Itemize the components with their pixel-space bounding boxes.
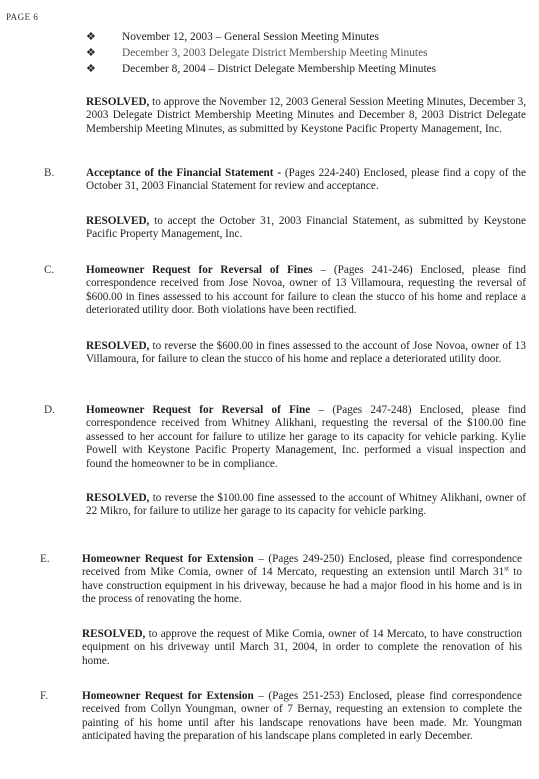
- resolved-label: RESOLVED,: [86, 492, 150, 504]
- resolution-reversal-fine: [86, 492, 526, 519]
- resolution-reversal-fines: [86, 340, 526, 367]
- page-number: PAGE 6: [6, 12, 39, 22]
- item-heading: Homeowner Request for Reversal of Fines: [86, 264, 313, 276]
- list-item: [86, 30, 526, 46]
- item-letter: B.: [44, 167, 55, 179]
- list-item-text: November 12, 2003 – General Session Meeting Minutes: [122, 31, 379, 43]
- item-letter: E.: [40, 553, 50, 565]
- item-letter: F.: [40, 690, 49, 702]
- item-heading: Homeowner Request for Reversal of Fine: [86, 404, 311, 416]
- item-body: – (Pages 249-250) Enclosed, please find correspondence received from Mike Comia, owner of 14 Mercato, requesting an extension until March 31: [82, 553, 522, 579]
- agenda-item-reversal-fines: [86, 264, 526, 318]
- minutes-list: [86, 30, 526, 78]
- agenda-item-reversal-fine: [86, 404, 526, 471]
- resolution-text: to reverse the $100.00 fine assessed to the account of Whitney Alikhani, owner of 22 Mikro, for failure to utilize her garage to its capacity for vehicle parking.: [86, 492, 526, 518]
- item-heading: Homeowner Request for Extension: [82, 553, 254, 565]
- list-item: [86, 46, 526, 62]
- item-letter: C.: [44, 264, 55, 276]
- resolution-financial-statement: [86, 215, 526, 242]
- item-letter: D.: [44, 404, 55, 416]
- resolution-text: to reverse the $600.00 in fines assessed to the account of Jose Novoa, owner of 13 Villamoura, for failure to clean the stucco of his home and replace a deteriorated utility door.: [86, 340, 526, 366]
- resolution-extension-comia: [82, 628, 522, 668]
- resolution-text: to approve the November 12, 2003 General Session Meeting Minutes, December 3, 2003 Delegate District Membership Meeting Minutes and December 8, 2003 District Delegate Membership Meeting Minutes, as submitted by Keystone Pacific Property Management, Inc.: [86, 96, 527, 135]
- item-body: (Pages 224-240) Enclosed, please find a copy of the October 31, 2003 Financial Statement for review and acceptance.: [86, 167, 526, 193]
- item-body: – (Pages 247-248) Enclosed, please find correspondence received from Whitney Alikhani, requesting the reversal of the $100.00 fine assessed to her account for failure to utilize her garage to its capacity for vehicle parking. Kylie Powell with Keystone Pacific Property Management, Inc. performed a visual inspection and found the homeowner to be in compliance.: [86, 404, 526, 470]
- agenda-item-extension-youngman: [82, 690, 522, 744]
- item-body: – (Pages 241-246) Enclosed, please find correspondence received from Jose Novoa, owner of 13 Villamoura, requesting the reversal of $600.00 in fines assessed to his account for failure to clean the stucco of his home and replace a deteriorated utility door. Both violations have been rectified.: [86, 264, 527, 317]
- resolved-label: RESOLVED,: [86, 96, 150, 108]
- list-item: [86, 62, 526, 78]
- agenda-item-extension-comia: [82, 553, 522, 607]
- resolution-text: to approve the request of Mike Comia, owner of 14 Mercato, to have construction equipment on his driveway until March 31, 2004, in order to complete the renovation of his home.: [82, 628, 522, 667]
- diamond-bullet-icon: ❖: [86, 31, 96, 43]
- resolution-minutes: [86, 96, 526, 136]
- ordinal-suffix: st: [504, 564, 509, 573]
- resolved-label: RESOLVED,: [82, 628, 146, 640]
- diamond-bullet-icon: ❖: [86, 47, 96, 59]
- resolution-text: to accept the October 31, 2003 Financial Statement, as submitted by Keystone Pacific Property Management, Inc.: [86, 215, 526, 241]
- list-item-text: December 8, 2004 – District Delegate Membership Meeting Minutes: [122, 63, 437, 75]
- agenda-item-financial-statement: [86, 167, 526, 194]
- item-body-continued: to have construction equipment in his driveway, because he had a major flood in his home and is in the process of renovating the home.: [82, 566, 523, 606]
- item-body: – (Pages 251-253) Enclosed, please find correspondence received from Collyn Youngman, owner of 7 Bernay, requesting an extension to complete the painting of his home until after his landscape renovations have been made. Mr. Youngman anticipated having the preparation of his landscape plans completed in early December.: [82, 690, 522, 743]
- diamond-bullet-icon: ❖: [86, 63, 96, 75]
- resolved-label: RESOLVED,: [86, 340, 150, 352]
- resolved-label: RESOLVED,: [86, 215, 150, 227]
- item-heading: Homeowner Request for Extension: [82, 690, 254, 702]
- item-heading: Acceptance of the Financial Statement -: [86, 167, 282, 179]
- list-item-text: December 3, 2003 Delegate District Membership Meeting Minutes: [122, 47, 428, 59]
